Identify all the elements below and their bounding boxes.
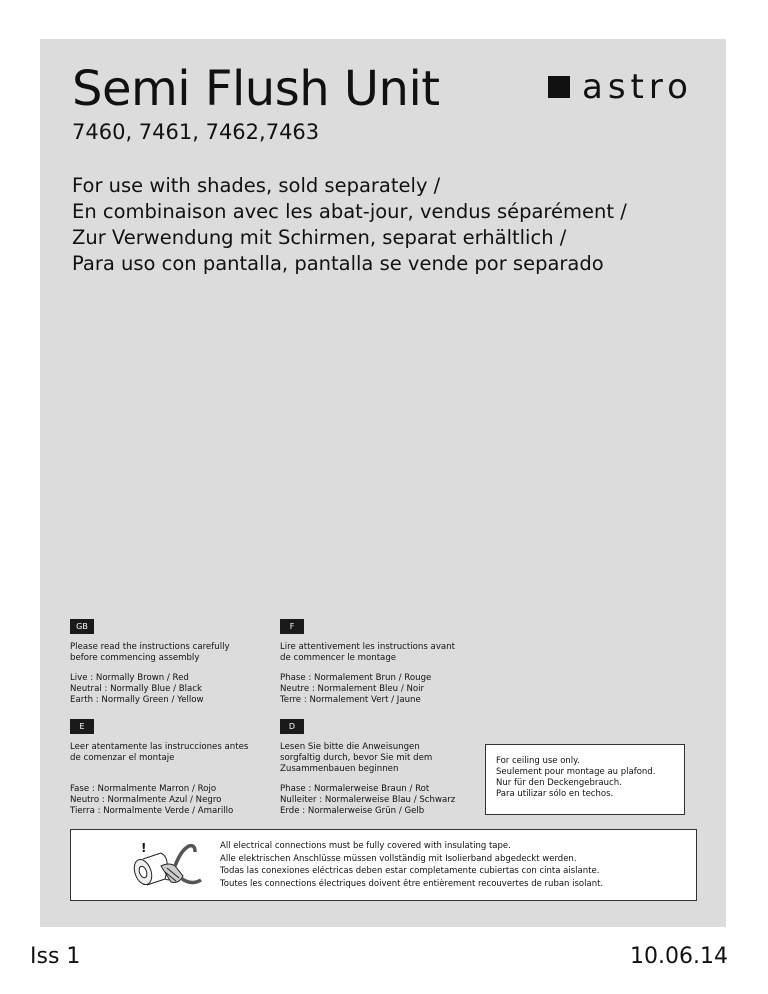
- ceiling-use-notice: [485, 744, 685, 815]
- gb-intro: [70, 642, 230, 664]
- language-tag-f: F: [280, 619, 304, 634]
- gb-wiring-line: Earth : Normally Green / Yellow: [70, 695, 204, 705]
- f-intro: [280, 642, 455, 664]
- d-intro: [280, 742, 432, 775]
- brand-logo: [548, 69, 693, 105]
- brand-name: astro: [582, 67, 693, 107]
- e-wiring-line: Tierra : Normalmente Verde / Amarillo: [70, 806, 234, 816]
- d-wiring-line: Nulleiter : Normalerweise Blau / Schwarz: [280, 795, 456, 805]
- language-tag-d: D: [280, 719, 304, 734]
- usage-statements: [72, 173, 627, 277]
- f-wiring-line: Phase : Normalement Brun / Rouge: [280, 673, 432, 683]
- warning-line: Todas las conexiones eléctricas deben estar completamente cubiertas con cinta aislante.: [220, 866, 600, 876]
- d-intro-line: Lesen Sie bitte die Anweisungen: [280, 742, 420, 752]
- f-intro-line: de commencer le montage: [280, 653, 397, 663]
- f-intro-line: Lire attentivement les instructions avant: [280, 642, 455, 652]
- page-title: Semi Flush Unit: [72, 61, 440, 117]
- usage-line-en: For use with shades, sold separately /: [72, 174, 441, 197]
- warning-line: Toutes les connections électriques doivent être entièrement recouvertes de ruban isolant.: [220, 878, 604, 889]
- e-intro: [70, 742, 248, 764]
- logo-square-icon: [548, 76, 570, 98]
- warning-line: All electrical connections must be fully covered with insulating tape.: [220, 841, 511, 851]
- e-intro-line: Leer atentamente las instrucciones antes: [70, 742, 249, 752]
- d-wiring-line: Phase : Normalerweise Braun / Rot: [280, 784, 430, 794]
- issue-date: 10.06.14: [630, 944, 728, 969]
- issue-number: Iss 1: [30, 944, 81, 969]
- f-wiring-line: Terre : Normalement Vert / Jaune: [280, 695, 421, 705]
- cover-panel: [40, 39, 726, 927]
- f-wiring: [280, 673, 431, 706]
- warning-line: Alle elektrischen Anschlüsse müssen vollständig mit Isolierband abgedeckt werden.: [220, 853, 577, 864]
- d-intro-line: Zusammenbauen beginnen: [280, 764, 399, 774]
- usage-line-de: Zur Verwendung mit Schirmen, separat erhältlich /: [72, 226, 567, 249]
- insulating-tape-warning-icon: [121, 836, 211, 896]
- e-wiring-line: Neutro : Normalmente Azul / Negro: [70, 795, 222, 805]
- ceiling-line: Para utilizar sólo en techos.: [496, 789, 614, 799]
- d-wiring: [280, 784, 455, 817]
- d-wiring-line: Erde : Normalerweise Grün / Gelb: [280, 806, 425, 816]
- usage-line-fr: En combinaison avec les abat-jour, vendus séparément /: [72, 200, 627, 223]
- gb-wiring: [70, 673, 204, 706]
- warning-text: [220, 840, 603, 890]
- language-tag-gb: GB: [70, 619, 94, 634]
- gb-intro-line: before commencing assembly: [70, 653, 200, 663]
- d-intro-line: sorgfaltig durch, bevor Sie mit dem: [280, 753, 433, 763]
- insulating-tape-warning: [70, 829, 697, 901]
- ceiling-line: Nur für den Deckengebrauch.: [496, 778, 622, 788]
- e-intro-line: de comenzar el montaje: [70, 753, 175, 763]
- svg-text:!: !: [141, 841, 147, 855]
- gb-wiring-line: Neutral : Normally Blue / Black: [70, 684, 203, 694]
- ceiling-line: Seulement pour montage au plafond.: [496, 767, 656, 777]
- language-tag-e: E: [70, 719, 94, 734]
- ceiling-line: For ceiling use only.: [496, 756, 580, 766]
- gb-wiring-line: Live : Normally Brown / Red: [70, 673, 189, 683]
- e-wiring-line: Fase : Normalmente Marron / Rojo: [70, 784, 217, 794]
- gb-intro-line: Please read the instructions carefully: [70, 642, 230, 652]
- usage-line-es: Para uso con pantalla, pantalla se vende por separado: [72, 252, 604, 275]
- f-wiring-line: Neutre : Normalement Bleu / Noir: [280, 684, 425, 694]
- e-wiring: [70, 784, 233, 817]
- model-numbers: 7460, 7461, 7462,7463: [72, 120, 320, 144]
